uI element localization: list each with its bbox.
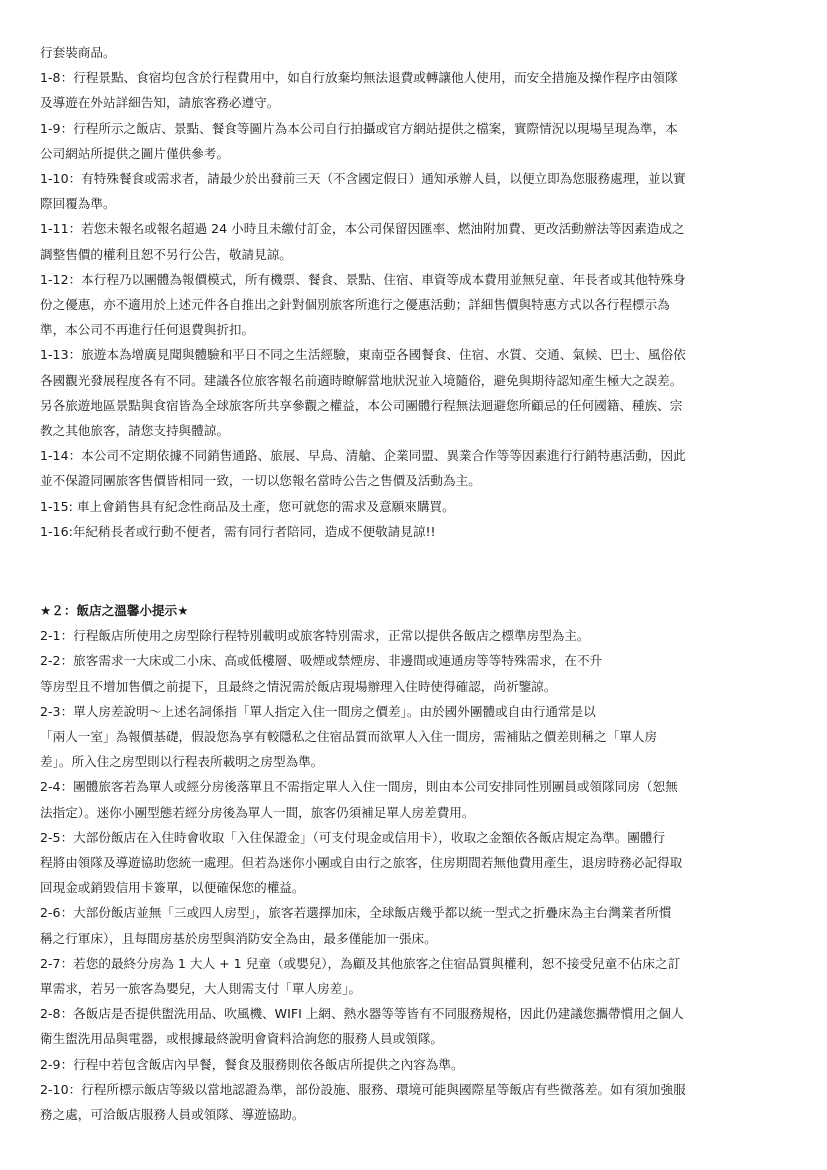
text-line: 務之處，可洽飯店服務人員或領隊、導遊協助。 [40,1107,305,1123]
text-line: 等房型且不增加售價之前提下，且最終之情況需於飯店現場辦理入住時使得確認，尚祈鑒諒。 [40,678,557,694]
text-line: 2-2：旅客需求一大床或二小床、高或低樓層、吸煙或禁煙房、非邊間或連通房等等特殊需求，在不升 [40,653,603,669]
paragraph-intro-tail [40,40,792,65]
text-line: 份之優惠，亦不適用於上述元件各自推出之針對個別旅客所進行之優惠活動；詳細售價與特惠方式以各行程標示為 [40,297,670,313]
text-line: 際回覆為準。 [40,196,116,212]
paragraph-2-2 [40,648,792,698]
text-line: 2-3：單人房差說明～上述名詞係指「單人指定入住一間房之價差」。由於國外團體或自由行通常是以 [40,703,596,719]
paragraph-2-1 [40,623,792,648]
text-line: 公司網站所提供之圖片僅供參考。 [40,145,229,161]
paragraph-2-6 [40,900,792,950]
section-tour-notes [40,40,792,544]
text-line: 1-13：旅遊本為增廣見聞與體驗和平日不同之生活經驗，東南亞各國餐食、住宿、水質、交通、氣候、巴士、風俗依 [40,347,686,363]
text-line: 1-9：行程所示之飯店、景點、餐食等圖片為本公司自行拍攝或官方網站提供之檔案，實際情況以現場呈現為準，本 [40,120,678,136]
paragraph-2-10 [40,1077,792,1127]
text-line: 並不保證同團旅客售價皆相同一致，一切以您報名當時公告之售價及活動為主。 [40,473,481,489]
section-heading: ★２：飯店之溫馨小提示★ [40,603,189,618]
paragraph-1-14 [40,443,792,493]
paragraph-2-7 [40,951,792,1001]
text-line: 調整售價的權利且恕不另行公告，敬請見諒。 [40,246,292,262]
text-line: 程將由領隊及導遊協助您統一處理。但若為迷你小團或自由行之旅客，住房期間若無他費用產生，退房時務必記得取 [40,855,683,871]
paragraph-1-8 [40,65,792,115]
text-line: 1-16:年紀稍長者或行動不便者，需有同行者陪同，造成不便敬請見諒!! [40,523,436,539]
text-line: 2-7：若您的最終分房為 1 大人 + 1 兒童（或嬰兒），為顧及其他旅客之住宿品質與權利，恕不接受兒童不佔床之訂 [40,955,681,971]
text-line: 2-4：團體旅客若為單人或經分房後落單且不需指定單人入住一間房，則由本公司安排同性別團員或領隊同房（恕無 [40,779,678,795]
paragraph-1-10 [40,166,792,216]
text-line: 衛生盥洗用品與電器，或根據最終說明會資料洽詢您的服務人員或領隊。 [40,1031,443,1047]
text-line: 2-6：大部份飯店並無「三或四人房型」，旅客若選擇加床，全球飯店幾乎都以統一型式之折疊床為主台灣業者所慣 [40,905,672,921]
text-line: 1-10：有特殊餐食或需求者，請最少於出發前三天（不含國定假日）通知承辦人員，以便立即為您服務處理，並以實 [40,171,686,187]
text-line: 各國觀光發展程度各有不同。建議各位旅客報名前適時瞭解當地狀況並入境隨俗，避免與期待認知產生極大之誤差。 [40,372,683,388]
text-line: 另各旅遊地區景點與食宿皆為全球旅客所共享參觀之權益，本公司團體行程無法迴避您所顧忌的任何國籍、種族、宗 [40,397,683,413]
text-line: 單需求，若另一旅客為嬰兒，大人則需支付「單人房差」。 [40,981,362,997]
text-line: 1-14：本公司不定期依據不同銷售通路、旅展、早鳥、清艙、企業同盟、異業合作等等因素進行行銷特惠活動，因此 [40,448,686,464]
text-line: 準，本公司不再進行任何退費與折扣。 [40,322,255,338]
paragraph-2-9 [40,1052,792,1077]
paragraph-2-3 [40,699,792,775]
paragraph-1-9 [40,116,792,166]
text-line: 差」。所入住之房型則以行程表所載明之房型為準。 [40,754,324,770]
paragraph-1-16 [40,519,792,544]
text-line: 教之其他旅客，請您支持與體諒。 [40,423,229,439]
text-line: 2-9：行程中若包含飯店內早餐，餐食及服務則依各飯店所提供之內容為準。 [40,1056,464,1072]
paragraph-2-8 [40,1001,792,1051]
text-line: 1-12：本行程乃以團體為報價模式，所有機票、餐食、景點、住宿、車資等成本費用並無兒童、年長者或其他特殊身 [40,271,686,287]
text-line: 稱之行軍床），且每間房基於房型與消防安全為由，最多僅能加一張床。 [40,930,437,946]
paragraph-1-13 [40,342,792,443]
paragraph-2-4 [40,774,792,824]
paragraph-1-11 [40,216,792,266]
paragraph-1-12 [40,267,792,343]
text-line: 2-1：行程飯店所使用之房型除行程特別載明或旅客特別需求，正常以提供各飯店之標準房型為主。 [40,628,590,644]
paragraph-2-5 [40,825,792,901]
section-hotel-tips [40,598,792,1127]
text-line: 2-8：各飯店是否提供盥洗用品、吹風機、WIFI 上網、熱水器等等皆有不同服務規格，因此仍建議您攜帶慣用之個人 [40,1006,684,1022]
paragraph-1-15 [40,494,792,519]
text-line: 「兩人一室」為報價基礎，假設您為享有較隱私之住宿品質而欲單人入住一間房，需補貼之價差則稱之「單人房 [40,729,658,745]
text-line: 1-15: 車上會銷售具有紀念性商品及土產，您可就您的需求及意願來購買。 [40,498,455,514]
text-line: 法指定）。迷你小團型態若經分房後為單人一間，旅客仍須補足單人房差費用。 [40,804,475,820]
text-line: 2-5：大部份飯店在入住時會收取「入住保證金」（可支付現金或信用卡），收取之金額依各飯店規定為準。團體行 [40,829,666,845]
text-line: 1-11：若您未報名或報名超過 24 小時且未繳付訂金，本公司保留因匯率、燃油附加費、更改活動辦法等因素造成之 [40,221,685,237]
text-line: 2-10：行程所標示飯店等級以當地認證為準，部份設施、服務、環境可能與國際星等飯店有些微落差。如有須加強服 [40,1081,686,1097]
text-line: 回現金或銷毀信用卡簽單，以便確保您的權益。 [40,880,305,896]
text-line: 行套裝商品。 [40,45,116,60]
text-line: 及導遊在外站詳細告知，請旅客務必遵守。 [40,95,280,111]
text-line: 1-8：行程景點、食宿均包含於行程費用中，如自行放棄均無法退費或轉讓他人使用，而安全措施及操作程序由領隊 [40,70,678,86]
